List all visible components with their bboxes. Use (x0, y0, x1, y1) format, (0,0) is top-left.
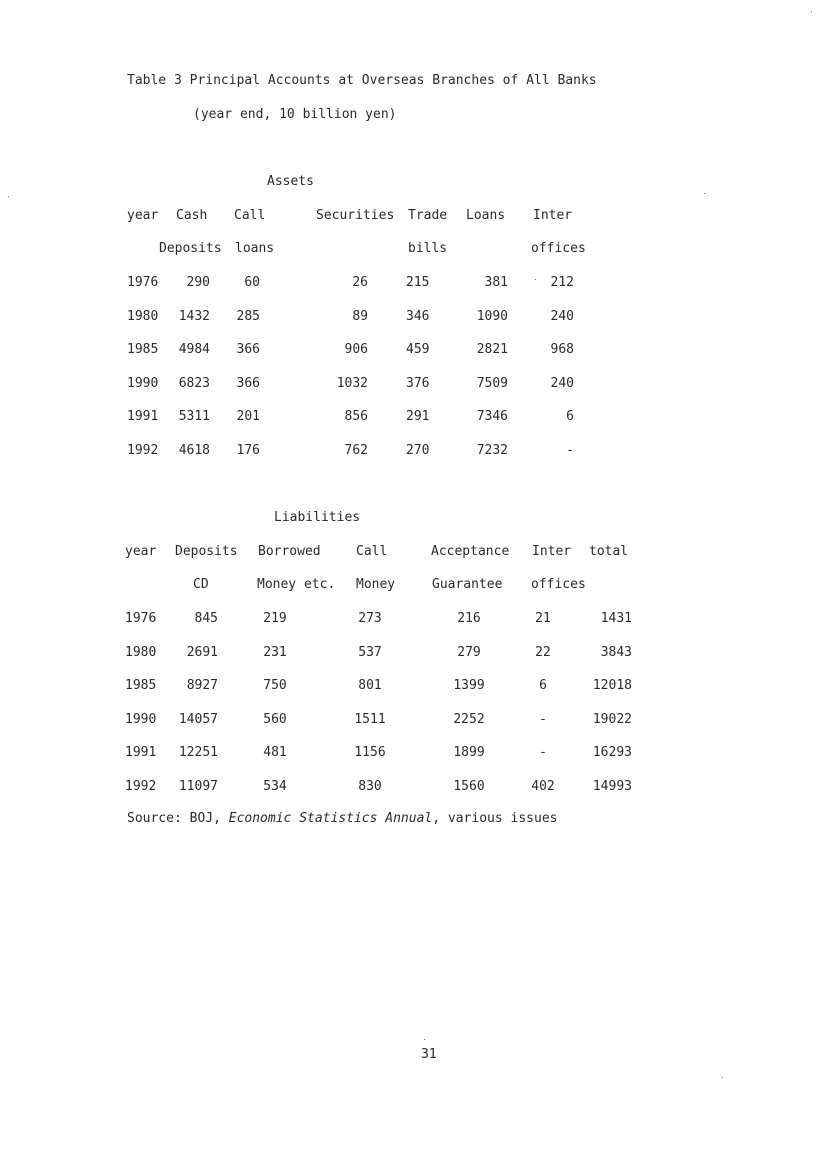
liabilities-cell-borrowed-money: 560 (263, 712, 287, 727)
liabilities-cell-total: 3843 (600, 645, 632, 660)
source-note (127, 811, 557, 827)
liabilities-cell-borrowed-money: 534 (263, 779, 287, 794)
assets-col-offices: offices (531, 241, 586, 256)
liab-col-guarantee: Guarantee (432, 577, 503, 592)
liabilities-cell-deposits-cd: 2691 (186, 645, 218, 660)
assets-col-bills: bills (408, 241, 448, 256)
assets-cell-call-loans: 201 (236, 409, 260, 424)
assets-cell-securities: 1032 (336, 376, 368, 391)
table-title: Table 3 Principal Accounts at Overseas Branches of All Banks (127, 73, 597, 88)
liab-col-cd: CD (193, 577, 209, 592)
liabilities-cell-year: 1985 (125, 678, 157, 693)
liab-col-money-etc: Money etc. (257, 577, 336, 592)
liab-col-year: year (125, 544, 157, 559)
liabilities-cell-total: 12018 (592, 678, 632, 693)
assets-heading: Assets (267, 174, 314, 189)
liabilities-cell-total: 16293 (592, 745, 632, 760)
assets-cell-trade-bills: 270 (406, 443, 430, 458)
liabilities-cell-acceptance-guarantee: 1560 (453, 779, 485, 794)
liab-col-money: Money (356, 577, 396, 592)
assets-col-year: year (127, 208, 159, 223)
liabilities-cell-total: 1431 (600, 611, 632, 626)
assets-cell-trade-bills: 459 (406, 342, 430, 357)
scan-speck (704, 193, 705, 194)
assets-cell-year: 1990 (127, 376, 159, 391)
liabilities-cell-inter-offices: 6 (539, 678, 547, 693)
assets-cell-year: 1991 (127, 409, 159, 424)
assets-cell-inter-offices: - (566, 443, 574, 458)
liabilities-cell-year: 1992 (125, 779, 157, 794)
assets-cell-call-loans: 60 (244, 275, 260, 290)
assets-cell-call-loans: 366 (236, 342, 260, 357)
liabilities-heading: Liabilities (274, 510, 361, 525)
assets-col-loans-sub: loans (235, 241, 275, 256)
assets-cell-year: 1985 (127, 342, 159, 357)
source-publication: Economic Statistics Annual (228, 811, 433, 826)
assets-cell-cash: 290 (186, 275, 210, 290)
assets-cell-inter-offices: 968 (550, 342, 574, 357)
liabilities-cell-borrowed-money: 231 (263, 645, 287, 660)
assets-cell-securities: 26 (352, 275, 368, 290)
assets-cell-loans: 7232 (476, 443, 508, 458)
liabilities-cell-acceptance-guarantee: 1399 (453, 678, 485, 693)
assets-cell-securities: 762 (344, 443, 368, 458)
liab-col-deposits: Deposits (175, 544, 238, 559)
assets-cell-loans: 7509 (476, 376, 508, 391)
liabilities-cell-inter-offices: 402 (531, 779, 555, 794)
assets-cell-cash: 1432 (178, 309, 210, 324)
assets-cell-year: 1992 (127, 443, 159, 458)
assets-cell-inter-offices: 240 (550, 309, 574, 324)
liabilities-cell-call-money: 1156 (354, 745, 386, 760)
assets-cell-loans: 7346 (476, 409, 508, 424)
liab-col-offices: offices (531, 577, 586, 592)
liabilities-cell-inter-offices: - (539, 712, 547, 727)
assets-col-securities: Securities (316, 208, 395, 223)
liabilities-cell-call-money: 1511 (354, 712, 386, 727)
liabilities-cell-borrowed-money: 481 (263, 745, 287, 760)
liabilities-cell-borrowed-money: 750 (263, 678, 287, 693)
assets-cell-trade-bills: 376 (406, 376, 430, 391)
assets-col-cash: Cash (176, 208, 208, 223)
liabilities-cell-year: 1976 (125, 611, 157, 626)
assets-cell-inter-offices: 212 (550, 275, 574, 290)
liab-col-total: total (589, 544, 629, 559)
assets-col-inter: Inter (533, 208, 573, 223)
assets-cell-inter-offices: 240 (550, 376, 574, 391)
assets-cell-year: 1980 (127, 309, 159, 324)
source-prefix: Source: BOJ, (127, 811, 229, 826)
assets-cell-inter-offices: 6 (566, 409, 574, 424)
assets-cell-securities: 856 (344, 409, 368, 424)
source-suffix: , various issues (432, 811, 558, 826)
assets-cell-loans: 381 (484, 275, 508, 290)
assets-cell-cash: 4618 (178, 443, 210, 458)
assets-col-loans: Loans (466, 208, 506, 223)
liabilities-cell-deposits-cd: 11097 (178, 779, 218, 794)
assets-cell-call-loans: 285 (236, 309, 260, 324)
liabilities-cell-call-money: 537 (358, 645, 382, 660)
liabilities-cell-inter-offices: 21 (535, 611, 551, 626)
liabilities-cell-inter-offices: 22 (535, 645, 551, 660)
assets-col-trade: Trade (408, 208, 448, 223)
liabilities-cell-deposits-cd: 14057 (178, 712, 218, 727)
liabilities-cell-inter-offices: - (539, 745, 547, 760)
assets-cell-call-loans: 176 (236, 443, 260, 458)
assets-cell-trade-bills: 346 (406, 309, 430, 324)
assets-cell-year: 1976 (127, 275, 159, 290)
liabilities-cell-deposits-cd: 12251 (178, 745, 218, 760)
assets-col-deposits: Deposits (159, 241, 222, 256)
liabilities-cell-year: 1990 (125, 712, 157, 727)
assets-cell-securities: 89 (352, 309, 368, 324)
liabilities-cell-borrowed-money: 219 (263, 611, 287, 626)
scan-speck (8, 196, 9, 197)
liabilities-cell-year: 1980 (125, 645, 157, 660)
assets-cell-cash: 4984 (178, 342, 210, 357)
assets-col-call: Call (234, 208, 266, 223)
assets-cell-call-loans: 366 (236, 376, 260, 391)
liabilities-cell-acceptance-guarantee: 279 (457, 645, 481, 660)
page-number: 31 (421, 1047, 437, 1062)
liabilities-cell-acceptance-guarantee: 216 (457, 611, 481, 626)
liabilities-cell-acceptance-guarantee: 2252 (453, 712, 485, 727)
assets-cell-trade-bills: 215 (406, 275, 430, 290)
scan-speck (535, 279, 536, 280)
liabilities-cell-call-money: 830 (358, 779, 382, 794)
liab-col-acceptance: Acceptance (431, 544, 510, 559)
liabilities-cell-year: 1991 (125, 745, 157, 760)
liab-col-borrowed: Borrowed (258, 544, 321, 559)
liabilities-cell-deposits-cd: 845 (194, 611, 218, 626)
scan-speck (811, 11, 812, 12)
liab-col-inter: Inter (532, 544, 572, 559)
liabilities-cell-total: 19022 (592, 712, 632, 727)
assets-cell-trade-bills: 291 (406, 409, 430, 424)
liabilities-cell-deposits-cd: 8927 (186, 678, 218, 693)
assets-cell-securities: 906 (344, 342, 368, 357)
scan-speck (722, 1077, 723, 1078)
assets-cell-cash: 5311 (178, 409, 210, 424)
scan-speck (424, 1039, 425, 1040)
liabilities-cell-call-money: 801 (358, 678, 382, 693)
assets-cell-loans: 2821 (476, 342, 508, 357)
liabilities-cell-total: 14993 (592, 779, 632, 794)
assets-cell-cash: 6823 (178, 376, 210, 391)
liabilities-cell-call-money: 273 (358, 611, 382, 626)
liab-col-call: Call (356, 544, 388, 559)
assets-cell-loans: 1090 (476, 309, 508, 324)
liabilities-cell-acceptance-guarantee: 1899 (453, 745, 485, 760)
table-subtitle: (year end, 10 billion yen) (193, 107, 397, 122)
